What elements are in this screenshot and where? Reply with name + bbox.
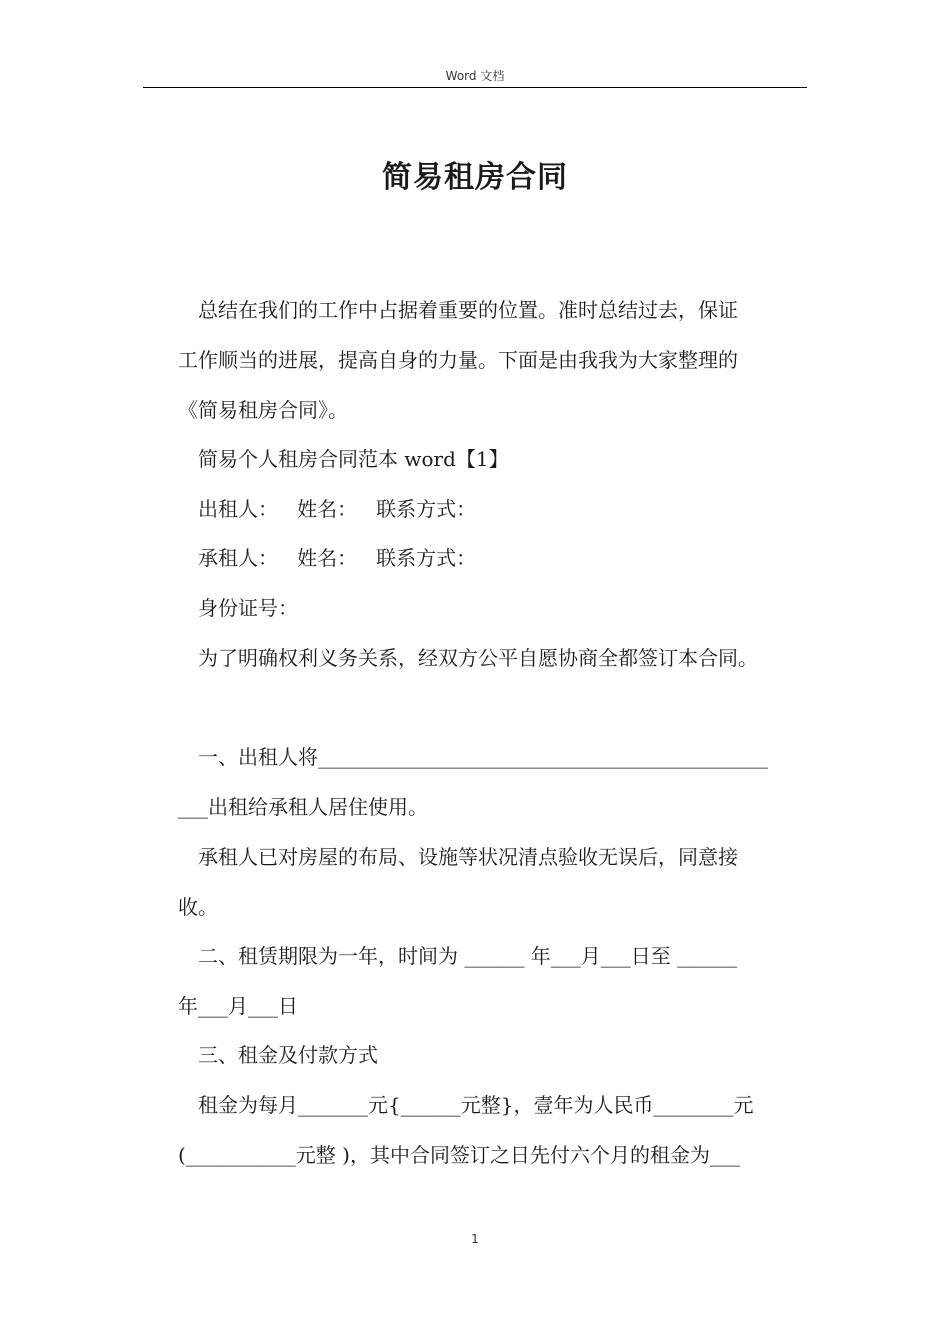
paragraph-line: 为了明确权利义务关系，经双方公平自愿协商全都签订本合同。 bbox=[198, 646, 758, 670]
page-number: 1 bbox=[471, 1232, 479, 1246]
clause-line: ___出租给承租人居住使用。 bbox=[178, 795, 428, 819]
paragraph-line: 工作顺当的进展，提高自身的力量。下面是由我我为大家整理的 bbox=[178, 348, 738, 372]
clause-line: 二、租赁期限为一年，时间为 ______ 年___月___日至 ______ bbox=[198, 944, 738, 968]
clause-line: 一、出租人将_____________________________________________ bbox=[198, 745, 768, 769]
header-divider bbox=[143, 87, 807, 88]
lessee-info-line: 承租人： 姓名： 联系方式： bbox=[198, 546, 477, 570]
section-heading: 简易个人租房合同范本 word【1】 bbox=[198, 447, 509, 471]
page-header: Word 文档 bbox=[445, 69, 505, 83]
clause-line: 承租人已对房屋的布局、设施等状况清点验收无误后，同意接 bbox=[198, 845, 738, 869]
id-number-line: 身份证号： bbox=[198, 596, 298, 620]
paragraph-line: 总结在我们的工作中占据着重要的位置。准时总结过去，保证 bbox=[198, 298, 738, 322]
clause-line: 年___月___日 bbox=[178, 994, 298, 1018]
clause-heading: 三、租金及付款方式 bbox=[198, 1043, 378, 1067]
paragraph-line: 《简易租房合同》。 bbox=[178, 398, 348, 422]
clause-line: (___________元整 )，其中合同签订之日先付六个月的租金为___ bbox=[178, 1143, 740, 1167]
lessor-info-line: 出租人： 姓名： 联系方式： bbox=[198, 497, 477, 521]
clause-line: 租金为每月_______元{______元整}，壹年为人民币________元 bbox=[198, 1093, 754, 1117]
clause-line: 收。 bbox=[178, 895, 218, 919]
document-title: 简易租房合同 bbox=[382, 160, 568, 195]
